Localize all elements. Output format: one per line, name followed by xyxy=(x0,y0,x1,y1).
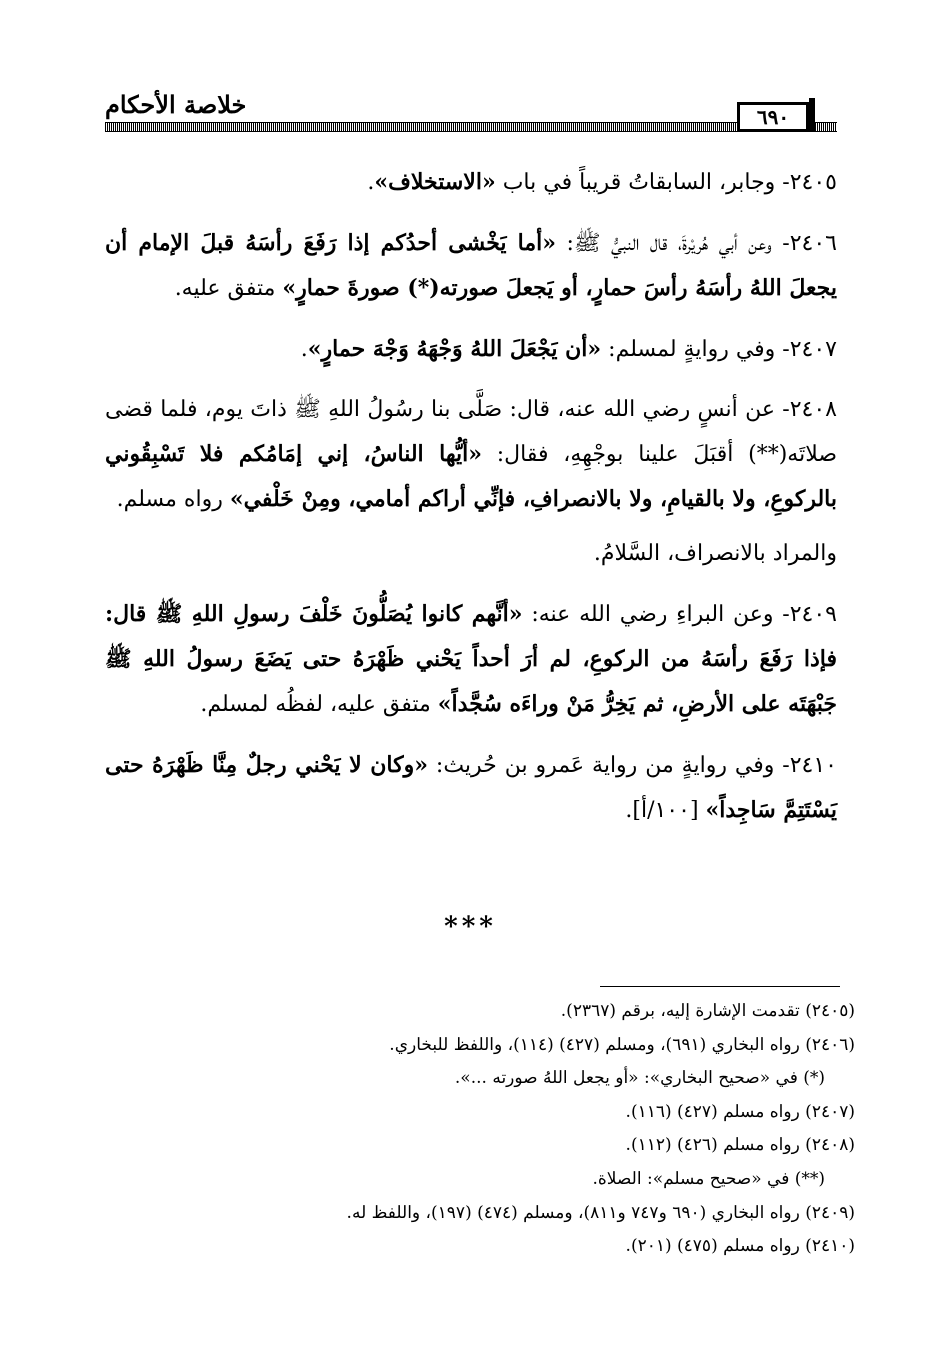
footnote-star-1: (*) في «صحيح البخاري»: «أو يجعل اللهُ صورته ...». xyxy=(454,1068,825,1089)
running-title: خلاصة الأحكام xyxy=(105,90,247,119)
footnote-2406: (٢٤٠٦) رواه البخاري (٦٩١)، ومسلم (٤٢٧) (١١٤)، واللفظ للبخاري. xyxy=(389,1034,855,1055)
hadith-number: ٢٤٠٥- xyxy=(782,170,837,195)
footnote-rule xyxy=(600,986,840,987)
main-text xyxy=(105,160,837,849)
hadith-2410 xyxy=(105,743,837,833)
page-header xyxy=(105,90,837,138)
hadith-text: وعن البراءِ رضي الله عنه: xyxy=(522,602,783,627)
hadith-number: ٢٤٠٨- xyxy=(782,397,837,422)
hadith-text: عن أنسٍ رضي الله عنه، قال: صَلَّى بنا رسُولُ اللهِ ﷺ ذاتَ يوم، فلما قضى صلاتَه(**) أقبَلَ علينا بوجْهِهِ، فقال: xyxy=(105,397,837,467)
hadith-source: [١٠٠/أ]. xyxy=(625,798,706,823)
page-number-bar xyxy=(809,98,815,132)
hadith-text: وفي روايةٍ لمسلم: xyxy=(601,337,783,362)
hadith-quote: «أيُّها الناسُ، إني إمَامُكم فلا تَسْبِقُوني بالركوعِ، ولا بالقيامِ، ولا بالانصرافِ، فإنِّي أراكم أمامي، ومِنْ خَلْفي» xyxy=(105,441,837,512)
footnote-2405: (٢٤٠٥) تقدمت الإشارة إليه، برقم (٢٣٦٧). xyxy=(560,1001,855,1021)
header-rule xyxy=(105,122,837,132)
section-separator: *** xyxy=(444,912,497,942)
footnotes xyxy=(105,995,855,1264)
footnote-2408: (٢٤٠٨) رواه مسلم (٤٢٦) (١١٢). xyxy=(625,1135,855,1156)
hadith-2407 xyxy=(105,327,837,372)
hadith-quote: «أما يَخْشى أحدُكم إذا رَفَعَ رأسَهُ قبلَ الإمام أن يجعلَ اللهُ رأسَهُ رأسَ حمارٍ، أو يَجعلَ صورته(*) صورةَ حمارٍ» xyxy=(105,230,837,301)
hadith-text: وفي روايةٍ من رواية عَمرو بن حُريث: xyxy=(427,753,783,778)
hadith-quote: «أنَّهم كانوا يُصَلُّونَ خَلْفَ رسولِ اللهِ ﷺ قال: فإذا رَفَعَ رأسَهُ من الركوعِ، لم أرَ أحداً يَحْني ظَهْرَهُ حتى يَضَعَ رسولُ اللهِ ﷺ جَبْهَتَه على الأرضِ، ثم يَخِرُّ مَنْ وراءَه سُجَّداً» xyxy=(105,601,837,717)
hadith-quote: «وكان لا يَحْني رجلٌ مِنَّا ظَهْرَهُ حتى يَسْتَتِمَّ سَاجِداً» xyxy=(105,752,837,823)
hadith-source: . xyxy=(367,170,375,195)
hadith-number: ٢٤٠٩- xyxy=(782,602,837,627)
footnote-2407: (٢٤٠٧) رواه مسلم (٤٢٧) (١١٦). xyxy=(625,1101,855,1122)
hadith-source: متفق عليه، لفظُه لمسلم. xyxy=(200,692,438,717)
hadith-number: ٢٤١٠- xyxy=(782,753,837,778)
hadith-quote: «أن يَجْعَلَ اللهُ وَجْهَهُ وَجْهَ حمارٍ» xyxy=(307,336,602,362)
hadith-2408 xyxy=(105,388,837,522)
hadith-2406 xyxy=(105,221,837,311)
hadith-source: رواه مسلم. xyxy=(116,487,230,512)
hadith-2408-note xyxy=(105,532,837,576)
footnote-2410: (٢٤١٠) رواه مسلم (٤٧٥) (٢٠١). xyxy=(625,1236,855,1257)
footnote-2409: (٢٤٠٩) رواه البخاري (٦٩٠ و٧٤٧ و٨١١)، ومسلم (٤٧٤) (١٩٧)، واللفظ له. xyxy=(346,1202,855,1223)
hadith-text: وعن أبي هُريْرةَ، قال النبيُّ ﷺ: xyxy=(556,231,783,256)
page-number: ٦٩٠ xyxy=(737,102,809,132)
footnote-star-2: (**) في «صحيح مسلم»: الصلاة. xyxy=(592,1168,825,1189)
hadith-source: . xyxy=(300,337,308,362)
hadith-quote: «الاستخلاف» xyxy=(374,169,496,195)
explanatory-note: والمراد بالانصراف، السَّلامُ. xyxy=(593,541,837,566)
hadith-2405 xyxy=(105,160,837,205)
hadith-text: وجابر، السابقاتُ قريباً في باب xyxy=(495,170,783,195)
hadith-number: ٢٤٠٧- xyxy=(782,337,837,362)
hadith-source: متفق عليه. xyxy=(174,276,283,301)
hadith-number: ٢٤٠٦- xyxy=(782,231,837,256)
hadith-2409 xyxy=(105,592,837,727)
